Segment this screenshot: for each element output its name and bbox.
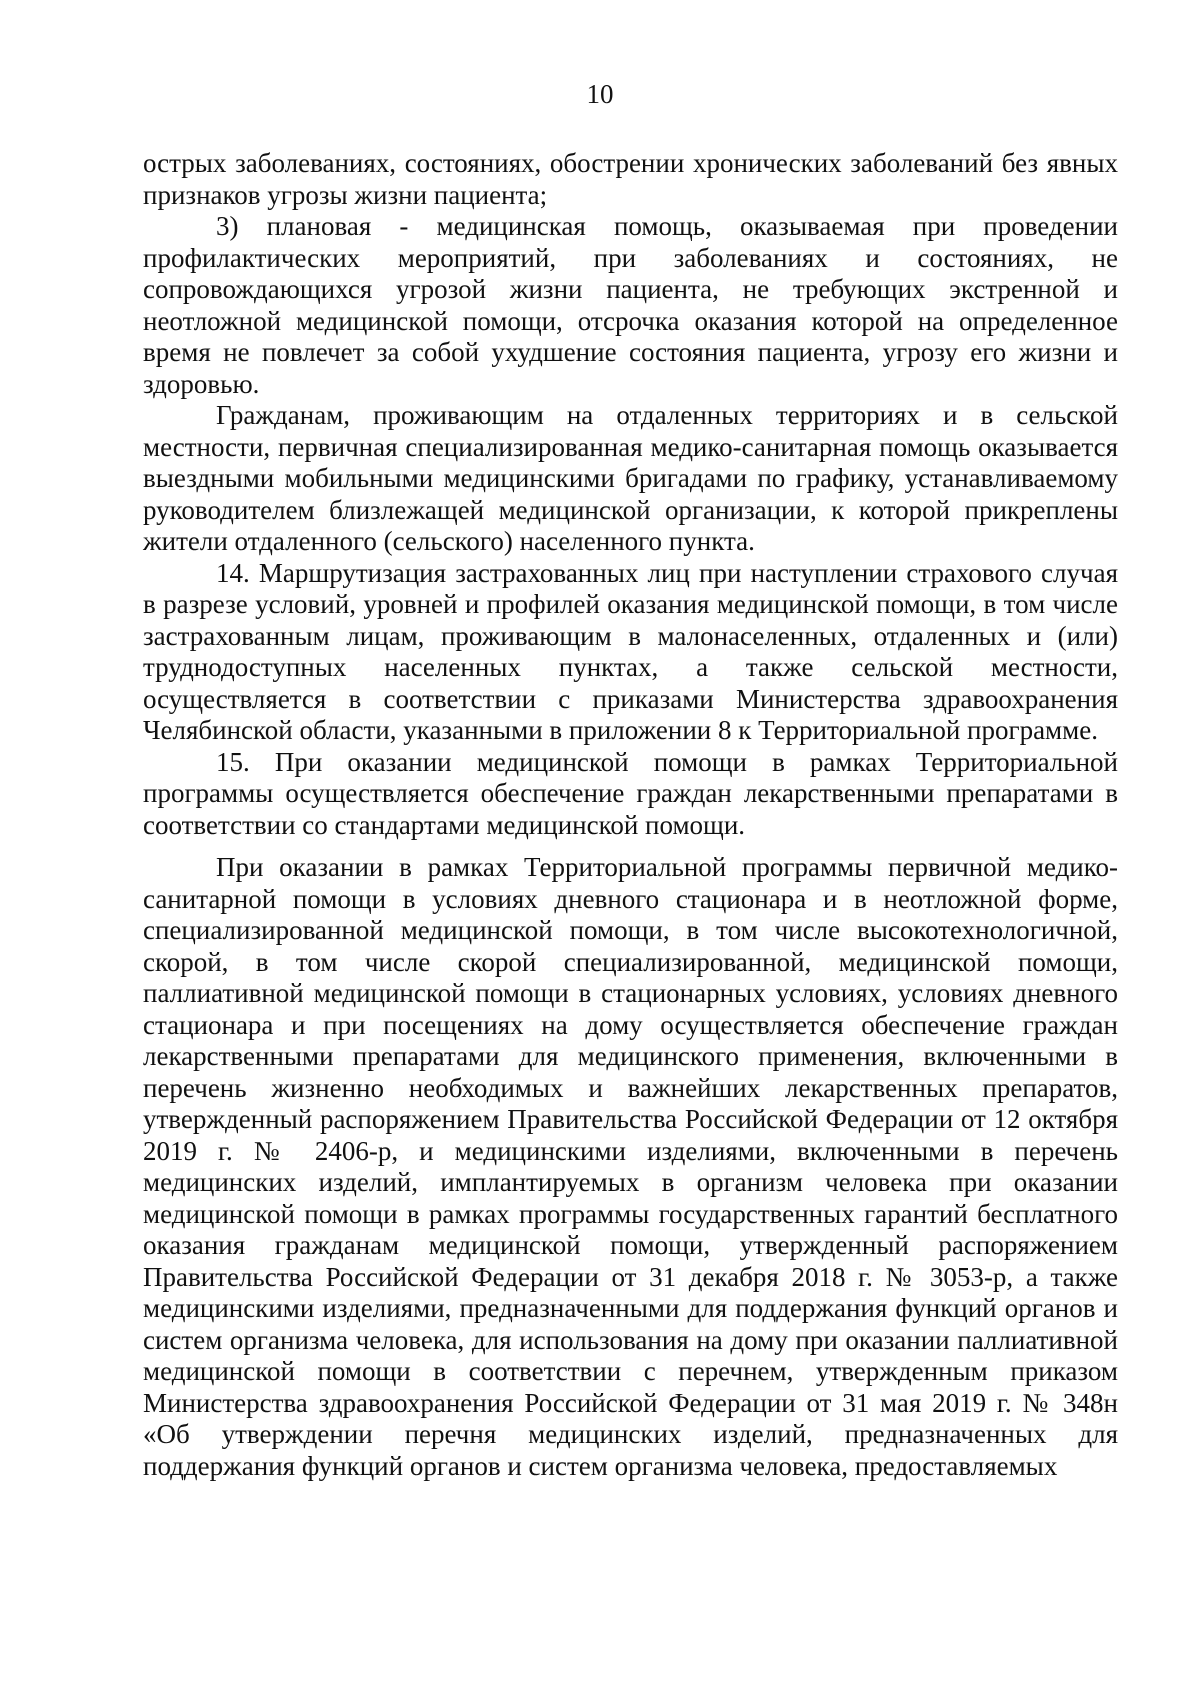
paragraph-item-15: 15. При оказании медицинской помощи в рамках Территориальной программы осуществляется обеспечение граждан лекарственными препаратами в соответствии со стандартами медицинской помощи. — [143, 746, 1118, 840]
paragraph-remote-territories: Гражданам, проживающим на отдаленных территориях и в сельской местности, первичная специализированная медико-санитарная помощь оказывается выездными мобильными медицинскими бригадами по графику, устанавливаемому руководителем близлежащей медицинской организации, к которой прикреплены жители отдаленного (сельского) населенного пункта. — [143, 400, 1118, 556]
page-number: 10 — [586, 79, 614, 109]
paragraph-medicines-provision: При оказании в рамках Территориальной программы первичной медико-санитарной помощи в условиях дневного стационара и в неотложной форме, специализированной медицинской помощи, в том числе высокотехнологичной, скорой, в том числе скорой специализированной, медицинской помощи, паллиативной медицинской помощи в стационарных условиях, условиях дневного стационара и при посещениях на дому осуществляется обеспечение граждан лекарственными препаратами для медицинского применения, включенными в перечень жизненно необходимых и важнейших лекарственных препаратов, утвержденный распоряжением Правительства Российской Федерации от 12 октября 2019 г. № 2406-р, и медицинскими изделиями, включенными в перечень медицинских изделий, имплантируемых в организм человека при оказании медицинской помощи в рамках программы государственных гарантий бесплатного оказания гражданам медицинской помощи, утвержденный распоряжением Правительства Российской Федерации от 31 декабря 2018 г. № 3053-р, а также медицинскими изделиями, предназначенными для поддержания функций органов и систем организма человека, для использования на дому при оказании паллиативной медицинской помощи в соответствии с перечнем, утвержденным приказом Министерства здравоохранения Российской Федерации от 31 мая 2019 г. № 348н «Об утверждении перечня медицинских изделий, предназначенных для поддержания функций органов и систем организма человека, предоставляемых — [143, 852, 1118, 1481]
paragraph-item-14: 14. Маршрутизация застрахованных лиц при наступлении страхового случая в разрезе условий, уровней и профилей оказания медицинской помощи, в том числе застрахованным лицам, проживающим в малонаселенных, отдаленных и (или) труднодоступных населенных пунктах, а также сельской местности, осуществляется в соответствии с приказами Министерства здравоохранения Челябинской области, указанными в приложении 8 к Территориальной программе. — [143, 557, 1118, 745]
paragraph-planned-care: 3) плановая - медицинская помощь, оказываемая при проведении профилактических мероприятий, при заболеваниях и состояниях, не сопровождающихся угрозой жизни пациента, не требующих экстренной и неотложной медицинской помощи, отсрочка оказания которой на определенное время не повлечет за собой ухудшение состояния пациента, угрозу его жизни и здоровью. — [143, 211, 1118, 399]
body-text — [143, 148, 1118, 1482]
paragraph-continuation: острых заболеваниях, состояниях, обострении хронических заболеваний без явных признаков угрозы жизни пациента; — [143, 148, 1118, 210]
